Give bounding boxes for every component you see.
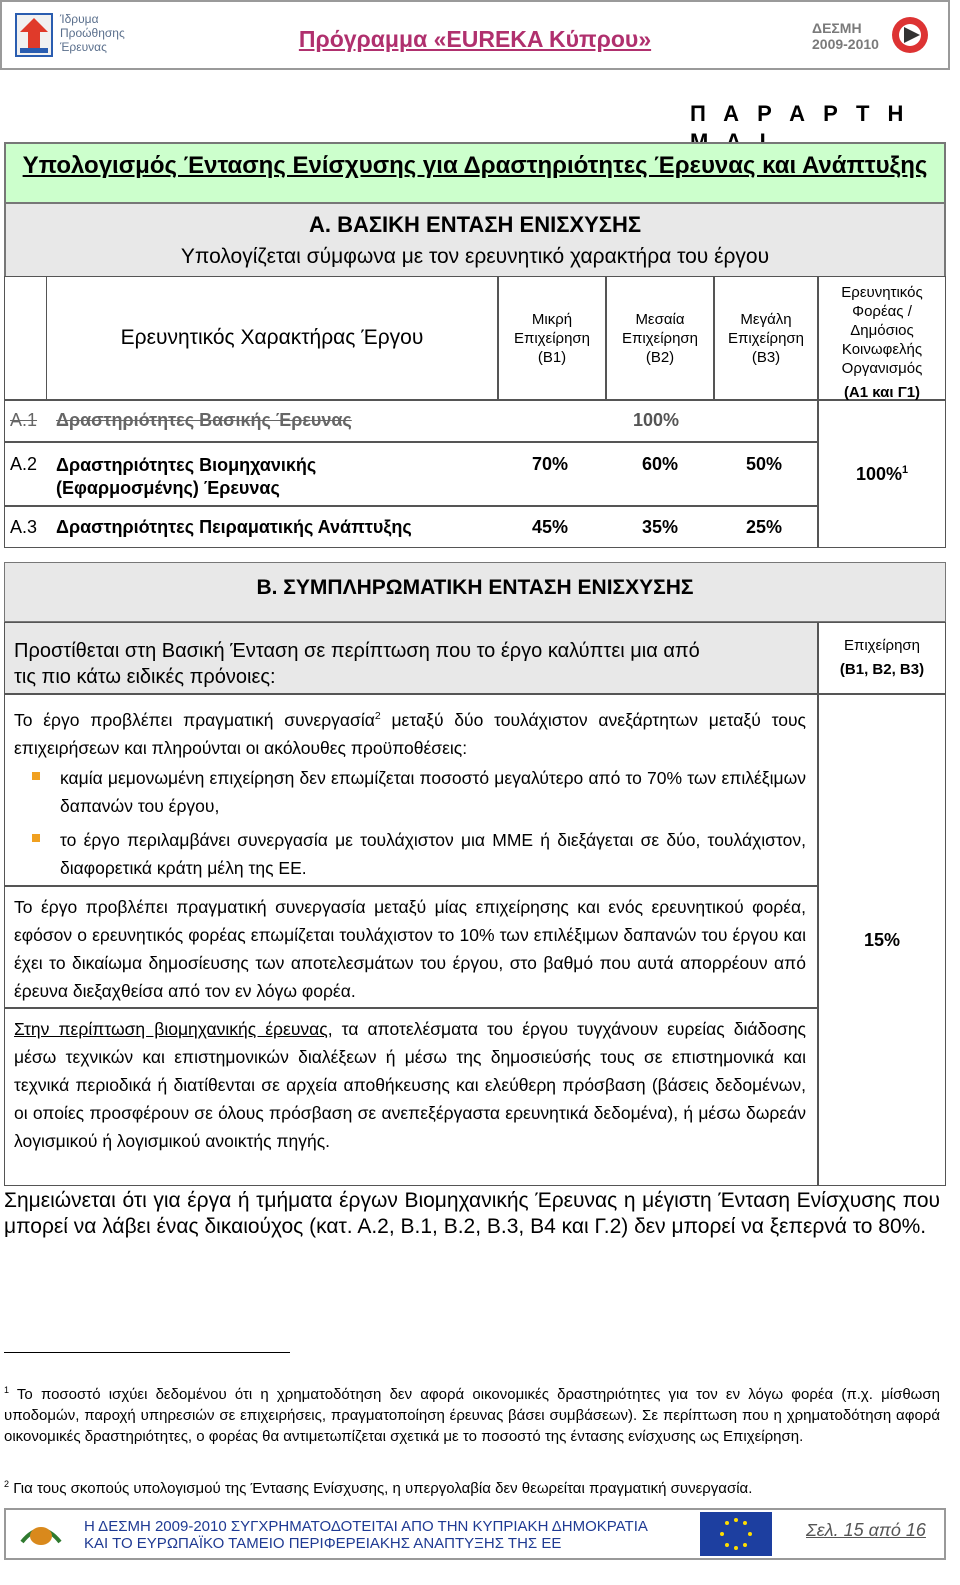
row-label [56,454,316,500]
section-b-intro [14,638,814,690]
column-header-enterprise [818,622,946,694]
bullet-icon [32,772,40,780]
value-medium: 35% [641,517,679,537]
intro-line: τις πιο κάτω ειδικές πρόνοιες: [14,666,276,688]
row-label-line: (Εφαρμοσμένης) Έρευνας [56,478,280,498]
value-large: 25% [745,517,783,537]
provision-3-text [14,1015,806,1155]
desmi-logo [812,8,932,64]
column-header-large [714,276,818,400]
bullet-text: καμία μεμονωμένη επιχείρηση δεν επωμίζεται ποσοστό μεγαλύτερο από το 70% των επιλέξιμων δαπανών του έργου, [60,768,806,816]
main-title: Υπολογισμός Έντασης Ενίσχυσης για Δραστηριότητες Έρευνας και Ανάπτυξης [22,152,928,179]
footnote-number: 1 [4,1385,10,1395]
column-header-medium [606,276,714,400]
section-b-value: 15% [863,929,901,950]
research-value-text: 100% [855,463,903,484]
provision-1-text [14,702,806,762]
note-text: Σημειώνεται ότι για έργα ή τμήματα έργων Βιομηχανικής Έρευνας η μέγιστη Ένταση Ενίσχυσης που μπορεί να λάβει ένας δικαιούχος (κατ. Α.2, Β.1, Β.2, Β.3, Β4 και Γ.2) δεν μπορεί να ξεπερνά το 80%. [4,1189,940,1238]
provision-2-text: Το έργο προβλέπει πραγματική συνεργασία μεταξύ μίας επιχείρησης και ενός ερευνητικού φορέα, εφόσον ο ερευνητικός φορέας επωμίζεται τουλάχιστον το 10% των επιλέξιμων δαπανών του έργου και έχει το δικαίωμα δημοσίευσης των αποτελεσμάτων του έργου, στο βαθμό που αυτά απορρέουν από έρευνα διεξαχθείσα από τον εν λόγω φορέα. [14,897,806,1001]
column-header-project [46,276,498,400]
header-line: Επιχείρηση [843,637,921,654]
footnote-number: 2 [4,1479,10,1489]
row-label: Δραστηριότητες Πειραματικής Ανάπτυξης [56,517,412,537]
text-span: Το έργο προβλέπει πραγματική συνεργασία [14,709,375,730]
underlined-span: Στην περίπτωση βιομηχανικής έρευνας [14,1019,328,1039]
row-code: Α.3 [10,517,38,537]
section-a-title: Α. ΒΑΣΙΚΗ ΕΝΤΑΣΗ ΕΝΙΣΧΥΣΗΣ [308,212,642,237]
header-line: Φορέας / [852,303,912,320]
text-span: μεταξύ δύο τουλάχιστον ανεξάρτητων μεταξύ τους επιχειρήσεων και πληρούνται οι ακόλουθες προϋποθέσεις: [14,709,806,758]
bullet-text: το έργο περιλαμβάνει συνεργασία με τουλάχιστον μια ΜΜΕ ή διεξάγεται σε δύο, τουλάχιστον, διαφορετικά κράτη μέλη της ΕΕ. [60,830,806,878]
header-line: (Β3) [751,348,781,366]
cyprus-emblem-icon [12,1512,70,1556]
logo-line: Ίδρυμα [60,12,99,26]
header-line: Επιχείρηση [621,329,699,347]
footer-funding-text [84,1518,704,1552]
value-small: 45% [531,517,569,537]
row-code: Α.1 [10,410,38,430]
header-line: Δημόσιος [850,322,914,339]
footnote-separator [4,1352,290,1353]
page-number: Σελ. 15 από 16 [806,1520,926,1540]
header-line: Μεγάλη [740,310,792,328]
row-label: Δραστηριότητες Βασικής Έρευνας [56,410,352,430]
value-large: 50% [745,454,783,474]
annex-label: Π Α Ρ Α Ρ Τ Η [690,100,938,158]
desmi-logo-icon [890,10,930,60]
footnote-text: Για τους σκοπούς υπολογισμού της Έντασης Ενίσχυσης, η υπεργολαβία δεν θεωρείται πραγματική συνεργασία. [13,1480,753,1497]
column-header-small [498,276,606,400]
eu-flag [700,1512,772,1556]
eu-stars-icon [700,1512,772,1556]
header-line: Οργανισμός [841,360,923,377]
row-merged-value: 100% [632,410,680,430]
footnote-2 [4,1474,940,1499]
header-line: Επιχείρηση [513,329,591,347]
cyprus-emblem [12,1512,70,1556]
logo-line: Έρευνας [60,40,107,54]
footer-line: ΚΑΙ ΤΟ ΕΥΡΩΠΑΪΚΟ ΤΑΜΕΙΟ ΠΕΡΙΦΕΡΕΙΑΚΗΣ ΑΝΑΠΤΥΞΗΣ ΤΗΣ ΕΕ [84,1535,562,1552]
row-label-line: Δραστηριότητες Βιομηχανικής [56,455,317,475]
table-corner [4,276,46,400]
column-header-research [818,276,946,400]
bullet-icon [32,834,40,842]
row-code: Α.2 [10,454,38,474]
logo-line: Προώθησης [60,26,125,40]
desmi-logo-text: ΔΕΣΜΗ 2009-2010 [812,20,879,52]
header-line: (Α1 και Γ1) [843,384,921,401]
footer-line: Η ΔΕΣΜΗ 2009-2010 ΣΥΓΧΡΗΜΑΤΟΔΟΤΕΙΤΑΙ ΑΠΟ ΤΗΝ ΚΥΠΡΙΑΚΗ ΔΗΜΟΚΡΑΤΙΑ [84,1518,648,1535]
footnote-1 [4,1380,940,1447]
research-value [856,464,908,485]
header-line: Μικρή [531,310,573,328]
text-span: , τα αποτελέσματα του έργου τυγχάνουν ευρείας διάδοσης μέσω τεχνικών και επιστημονικών διαλέξεων ή μέσω της δημοσιεύσής τους σε επιστημονικά και τεχνικά περιοδικά ή διατίθενται σε αρχεία αποθήκευσης και ελεύθερη πρόσβαση (βάσεις δεδομένων, οι οποίες προσφέρουν σε όλους πρόσβαση σε ανεπεξέργαστα ερευνητικά δεδομένα), ή μέσω δωρεάν λογισμικού ή λογισμικού ανοικτής πηγής. [14,1019,806,1151]
value-medium: 60% [641,454,679,474]
footnote-text: Το ποσοστό ισχύει δεδομένου ότι η χρηματοδότηση δεν αφορά οικονομικές δραστηριότητες για τον εν λόγω φορέα (π.χ. μίσθωση υποδομών, παροχή υπηρεσιών σε επιχειρήσεις, πραγματοποίηση έρευνας βάσει συμβάσεων). Σε περίπτωση που η χρηματοδότηση αφορά οικονομικές δραστηριότητες, ο φορέας θα αντιμετωπίζεται σχετικά με το ποσοστό της έντασης ενίσχυσης ως Επιχείρηση. [4,1386,940,1445]
section-a-subtitle: Υπολογίζεται σύμφωνα με τον ερευνητικό χαρακτήρα του έργου [180,245,770,268]
header-line: Ερευνητικός [841,284,923,301]
header-line: (Β2) [645,348,675,366]
footnote-ref[interactable]: 2 [374,710,381,722]
header-line: (Β1, Β2, Β3) [839,661,925,678]
header-line: (Β1) [537,348,567,366]
header-line: Επιχείρηση [727,329,805,347]
header-line: Κοινωφελής [841,341,923,358]
section-b-value-cell [818,694,946,1186]
value-small: 70% [531,454,569,474]
intro-line: Προστίθεται στη Βασική Ένταση σε περίπτωση που το έργο καλύπτει μια από [14,640,700,662]
column-header-project-label: Ερευνητικός Χαρακτήρας Έργου [120,326,424,349]
program-title[interactable]: Πρόγραμμα «EUREKA Κύπρου» [298,26,652,52]
research-value-cell [818,400,946,548]
header-line: Μεσαία [635,310,685,328]
footnote-ref[interactable]: 1 [902,463,909,476]
section-b-title: Β. ΣΥΜΠΛΗΡΩΜΑΤΙΚΗ ΕΝΤΑΣΗ ΕΝΙΣΧΥΣΗΣ [256,576,694,599]
